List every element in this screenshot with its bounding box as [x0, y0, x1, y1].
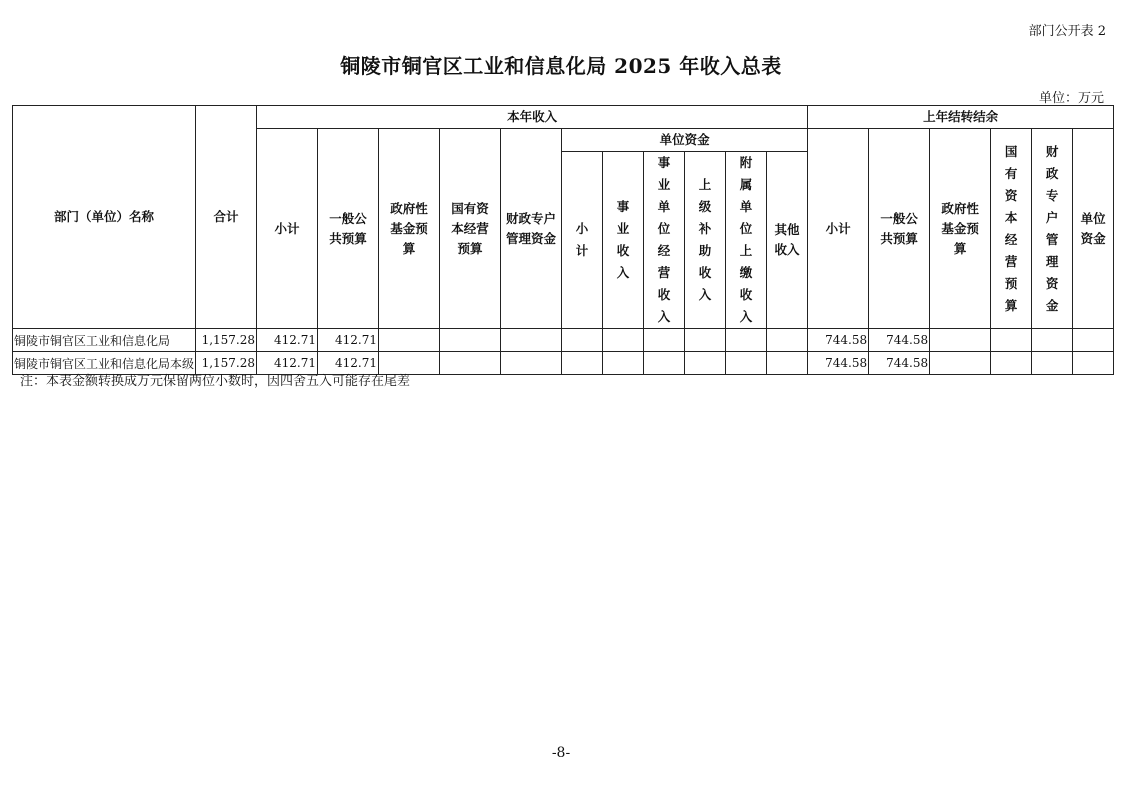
cell-total: 1,157.28 [196, 352, 257, 375]
header-general-budget: 一般公共预算 [318, 129, 379, 329]
header-uf-subtotal: 小计 [562, 152, 603, 329]
cell-uf-other-income [767, 329, 808, 352]
row-name: 铜陵市铜官区工业和信息化局本级 [13, 352, 196, 375]
cell-subtotal: 412.71 [257, 352, 318, 375]
cell-py-unit-funds [1073, 329, 1114, 352]
header-state-capital: 国有资本经营预算 [440, 129, 501, 329]
cell-total: 1,157.28 [196, 329, 257, 352]
header-py-subtotal: 小计 [808, 129, 869, 329]
header-py-state-capital: 国有资本经营预算 [991, 129, 1032, 329]
cell-uf-business-income [603, 352, 644, 375]
page-title: 铜陵市铜官区工业和信息化局 2025 年收入总表 [340, 54, 782, 78]
header-subtotal: 小计 [257, 129, 318, 329]
cell-uf-superior-subsidy [685, 352, 726, 375]
header-uf-operating-income: 事业单位经营收入 [644, 152, 685, 329]
cell-uf-other-income [767, 352, 808, 375]
page-number: -8- [551, 745, 571, 761]
header-previous-year-carryover: 上年结转结余 [808, 106, 1114, 129]
cell-py-subtotal: 744.58 [808, 352, 869, 375]
header-dept-name: 部门（单位）名称 [13, 106, 196, 329]
cell-fiscal-special [501, 352, 562, 375]
row-name: 铜陵市铜官区工业和信息化局 [13, 329, 196, 352]
header-current-year-income: 本年收入 [257, 106, 808, 129]
header-py-fiscal-special: 财政专户管理资金 [1032, 129, 1073, 329]
footnote: 注：本表金额转换成万元保留两位小数时，因四舍五入可能存在尾差 [20, 374, 411, 389]
header-py-gov-fund: 政府性基金预算 [930, 129, 991, 329]
income-summary-table [12, 105, 1114, 375]
cell-fiscal-special [501, 329, 562, 352]
cell-py-general-budget: 744.58 [869, 329, 930, 352]
cell-py-general-budget: 744.58 [869, 352, 930, 375]
header-unit-funds: 单位资金 [562, 129, 808, 152]
cell-py-subtotal: 744.58 [808, 329, 869, 352]
header-fiscal-special: 财政专户管理资金 [501, 129, 562, 329]
cell-uf-business-income [603, 329, 644, 352]
header-py-unit-funds: 单位资金 [1073, 129, 1114, 329]
cell-py-gov-fund [930, 352, 991, 375]
cell-general-budget: 412.71 [318, 329, 379, 352]
cell-state-capital [440, 329, 501, 352]
cell-uf-subtotal [562, 352, 603, 375]
cell-uf-subtotal [562, 329, 603, 352]
cell-uf-superior-subsidy [685, 329, 726, 352]
cell-py-unit-funds [1073, 352, 1114, 375]
cell-py-fiscal-special [1032, 352, 1073, 375]
table-row [13, 329, 1114, 352]
header-uf-other-income: 其他收入 [767, 152, 808, 329]
header-total: 合计 [196, 106, 257, 329]
table-number-tag: 部门公开表 2 [1028, 24, 1106, 39]
header-uf-affiliated-payment: 附属单位上缴收入 [726, 152, 767, 329]
header-uf-business-income: 事业收入 [603, 152, 644, 329]
header-py-general-budget: 一般公共预算 [869, 129, 930, 329]
header-uf-superior-subsidy: 上级补助收入 [685, 152, 726, 329]
unit-label: 单位：万元 [1038, 91, 1104, 106]
cell-py-state-capital [991, 352, 1032, 375]
cell-py-gov-fund [930, 329, 991, 352]
cell-gov-fund [379, 329, 440, 352]
cell-py-state-capital [991, 329, 1032, 352]
cell-py-fiscal-special [1032, 329, 1073, 352]
cell-state-capital [440, 352, 501, 375]
cell-uf-affiliated-payment [726, 329, 767, 352]
cell-uf-affiliated-payment [726, 352, 767, 375]
cell-general-budget: 412.71 [318, 352, 379, 375]
cell-uf-operating-income [644, 352, 685, 375]
header-gov-fund: 政府性基金预算 [379, 129, 440, 329]
cell-uf-operating-income [644, 329, 685, 352]
cell-subtotal: 412.71 [257, 329, 318, 352]
